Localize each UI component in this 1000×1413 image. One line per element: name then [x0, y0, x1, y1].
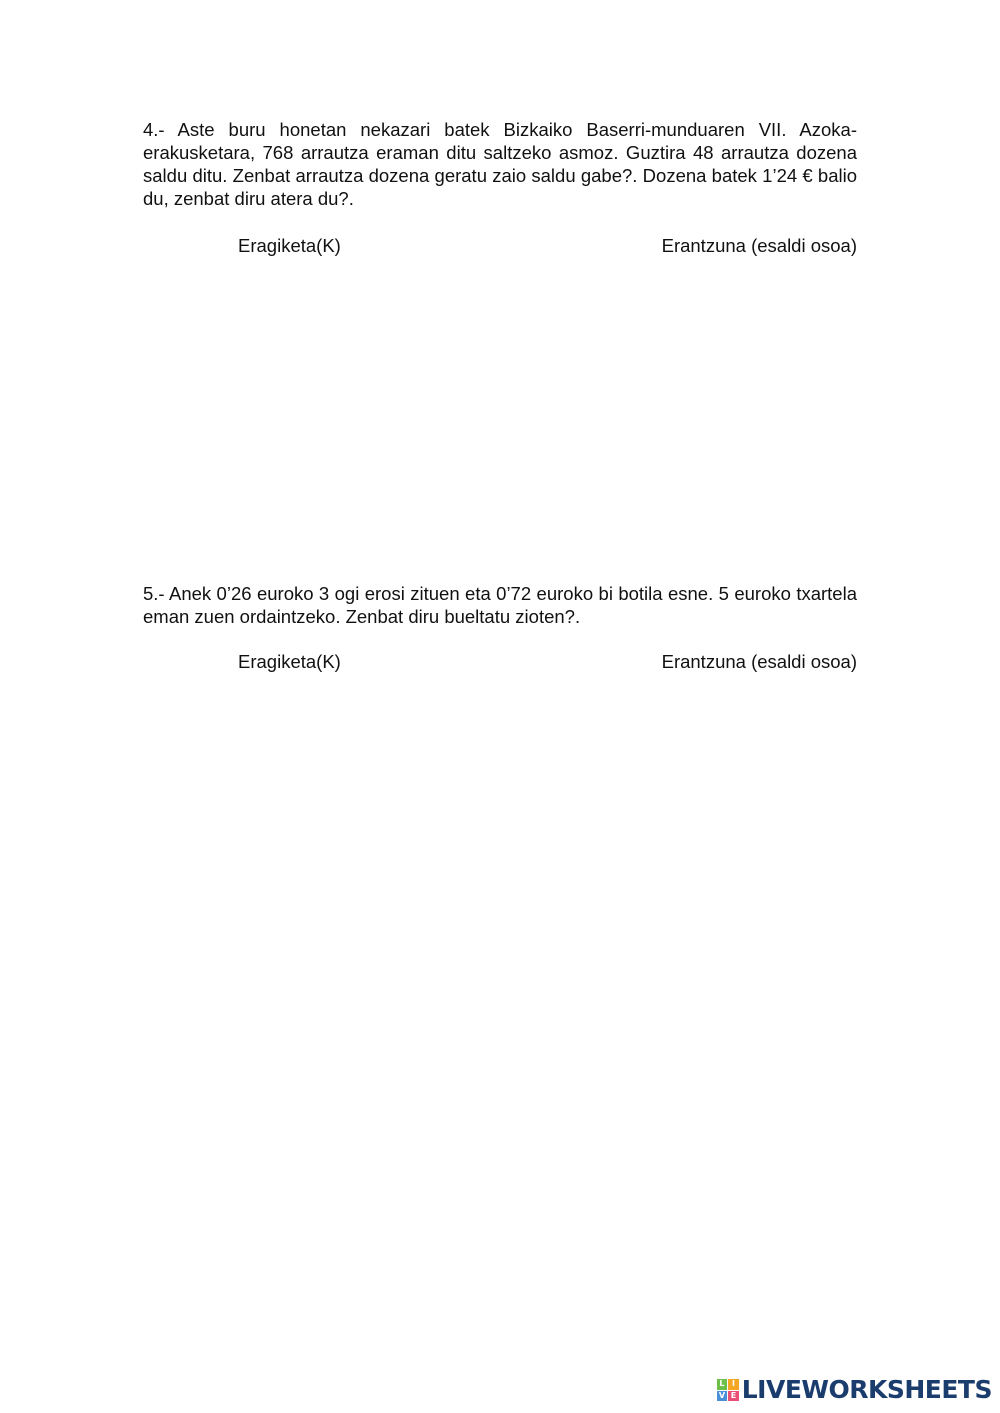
- problem-5-labels: [143, 650, 857, 674]
- problem-4-text: 4.- Aste buru honetan nekazari batek Bizkaiko Baserri-munduaren VII. Azoka-erakusketara, 768 arrautza eraman ditu saltzeko asmoz. Guztira 48 arrautza dozena saldu ditu. Zenbat arrautza dozena geratu zaio saldu gabe?. Dozena batek 1’24 € balio du, zenbat diru atera du?.: [143, 119, 857, 209]
- answer-label: Erantzuna (esaldi osoa): [661, 235, 857, 256]
- liveworksheets-logo: [717, 1375, 992, 1405]
- liveworksheets-logo-icon: [717, 1379, 739, 1401]
- problem-5-text: 5.- Anek 0’26 euroko 3 ogi erosi zituen eta 0’72 euroko bi botila esne. 5 euroko txartela eman zuen ordaintzeko. Zenbat diru bueltatu zioten?.: [143, 583, 857, 627]
- problem-4-answer-area[interactable]: [143, 262, 857, 562]
- logo-icon-cell: L: [717, 1379, 728, 1390]
- logo-icon-cell: V: [717, 1391, 728, 1402]
- problem-5-answer-area[interactable]: [143, 678, 857, 1278]
- problem-4-labels: [143, 234, 857, 258]
- logo-text: LIVEWORKSHEETS: [741, 1375, 992, 1404]
- operations-label: Eragiketa(K): [238, 235, 341, 256]
- logo-icon-cell: E: [728, 1391, 739, 1402]
- logo-icon-cell: I: [728, 1379, 739, 1390]
- operations-label: Eragiketa(K): [238, 651, 341, 672]
- answer-label: Erantzuna (esaldi osoa): [661, 651, 857, 672]
